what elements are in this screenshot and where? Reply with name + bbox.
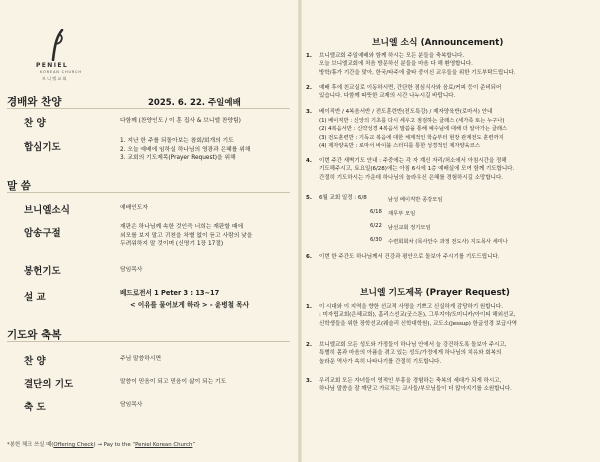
schedule-event: 수련회회차 (목사안수 과정 전도사) 지도목사 세미나	[388, 239, 509, 245]
sermon-title: < 이유를 물어보게 하라 > - 윤병철 목사	[130, 301, 250, 309]
decision-prayer-label: 결단의 기도	[24, 379, 74, 390]
memory-verse-text	[120, 223, 252, 249]
announcement-title: 브니엘 소식 (Announcement)	[372, 38, 504, 48]
verse-line: 외모를 보지 말고 귀천을 차별 없이 듣고 사람의 낯을	[120, 232, 253, 239]
benediction-label: 축 도	[24, 402, 46, 413]
closing-praise-label: 찬 양	[24, 356, 46, 367]
prayer-line: 2. 오늘 예배에 임하실 하나님의 영광과 은혜를 위해	[120, 146, 251, 153]
church-name-korean: 브 니 엘 교 회	[42, 76, 67, 81]
church-news-label: 브니엘소식	[24, 205, 70, 216]
unison-prayer-list	[120, 137, 250, 163]
schedule-date: 6/30	[370, 237, 382, 243]
schedule-event: 남성 베이직반 종강모임	[388, 197, 443, 203]
schedule-date: 6/18	[370, 209, 382, 215]
offering-check-note: *봉헌 체크 쓰실 때(Offering Check) → Pay to the “Peniel Korean Church”	[7, 442, 196, 448]
prayer-line: 1. 지난 한 주를 되돌아보는 참회/회개의 기도	[120, 138, 234, 144]
worship-order-panel	[0, 0, 298, 462]
decision-prayer-value: 말씀이 믿음이 되고 믿음이 삶이 되는 기도	[120, 379, 227, 385]
section-divider	[7, 341, 290, 342]
word-section-title: 말 씀	[7, 180, 31, 192]
unison-prayer-label: 합심기도	[24, 142, 61, 153]
praise-label: 찬 양	[24, 118, 46, 129]
memory-verse-label: 암송구절	[24, 228, 61, 239]
schedule-date: 6/22	[370, 223, 382, 229]
schedule-event: 재무부 모임	[388, 211, 416, 217]
section-divider	[7, 108, 290, 109]
church-logo-icon	[49, 29, 65, 61]
announcements-panel: 브니엘 소식 (Announcement) 1. 브니엘교회 주일예배와 함께 하시는 모든 분들을 축복합니다. 오늘 브니엘교회에 처음 방문하신 분들을 마음 다 해 환영합니다. 방학/휴가 기간을 맞아, 한국/타주에 출타 중이신 교우들을 위한 기도부탁드립니다. 2. 예배 후에 친교실로 이동하시면, 간단한 점심식사와 음료/커피 등이 준비되어 있습니다. 다함께 따뜻한 교제의 시간 나누시길 바랍니다. 3. 베이직반 / 4복음서반 / 전도훈련반(전도특강) / 제자양육반(로마서) 안내 (1) 베이직반 : 신앙의 기초를 다시 세우고 점검하는 클래스 (세가족 또는 누구나) (2) 4복음서반 : 신약성경 4복음서 말씀을 통해 예수님에 대해 더 알아가는 클래스 (3) 전도훈련반 : 기독교 복음에 대한 체계적인 학습부터 현장 관계전도 훈련까지 (4) 제자양육반 : 로마서 바이블 스터디를 통한 성경적인 제자양육코스 4. 이번 주간 새벽기도 안내 : 주중에는 각 자 계신 자리/처소에서 아침시간을 정해 기도해주시고, 토요일(6/28)에는 아침 6시에 1층 예배실에 모여 함께 기도합니다. 간절히 기도하시는 가운데 하나님의 놀라우신 은혜를 경험하시길 소망합니다. 5. 6월 교회 일정 : 6/8 남성 베이직반 종강모임 6/18 재무부 모임 6/22 남선교회 정기모임 6/30 수련회회차 (목사안수 과정 전도사) 지도목사 세미나 6. 이번 한 주간도 하나님께서 건강과 평안으로 돌보아 주시기를 기도드립니다. 브니엘 기도제목 (Prayer Request) 1. 이 시대와 이 지역을 향한 선교적 사명을 기쁘고 신실하게 감당하기 원합니다. : 미자립교회(은혜교회), 홈리스선교(굿스톤), 그루지야/도미니카/아이티 해외선교, 신학생들을 위한 장학선교(웨슬리 신학대학원), 교도소(Jessup) 한글성경 보급사역 2. 브니엘교회 모든 성도와 가정들이 하나님 안에서 늘 강건하도록 돌보아 주시고, 특별히 몸과 마음의 아픔을 겪고 있는 성도/가정에게 하나님의 치유와 회복의 놀라운 역사가 속히 나타나기를 간절히 기도합니다. 3. 우리교회 모든 자녀들이 영적인 부흥을 경험하는 축복의 세대가 되게 하시고, 하나님 말씀을 잘 깨닫고 가르치는 교사들/부모님들이 더 많아지기를 소원합니다.	[302, 0, 600, 462]
praise-value: 다함께 (찬양인도 / 이 훈 집사 & 브니엘 찬양팀)	[120, 118, 241, 124]
service-date: 2025. 6. 22. 주일예배	[148, 98, 241, 108]
sermon-label: 설 교	[24, 292, 46, 303]
prayer-request-title: 브니엘 기도제목 (Prayer Request)	[360, 288, 510, 298]
verse-line: 재판은 하나님께 속한 것인즉 너희는 재판할 때에	[120, 224, 244, 230]
offering-prayer-label: 봉헌기도	[24, 266, 61, 277]
closing-praise-value: 주님 말씀하시면	[120, 356, 162, 362]
class-list: (1) 베이직반 : 신앙의 기초를 다시 세우고 점검하는 클래스 (세가족 또는 누구나) (2) 4복음서반 : 신약성경 4복음서 말씀을 통해 예수님에 대해 더 알아가는 클래스 (3) 전도훈련반 : 기독교 복음에 대한 체계적인 학습부터 현장 관계전도 훈련까지 (4) 제자양육반 : 로마서 바이블 스터디를 통한 성경적인 제자양육코스	[319, 118, 508, 150]
benediction-value: 담임목사	[120, 402, 143, 408]
prayer-blessing-section-title: 기도와 축복	[7, 329, 62, 341]
worship-section-title: 경배와 찬양	[7, 96, 62, 108]
sermon-scripture: 베드로전서 1 Peter 3 : 13~17	[120, 289, 220, 297]
verse-line: 두려워하지 말 것이며 (신명기 1장 17절)	[120, 241, 224, 248]
offering-prayer-value: 담임목사	[120, 267, 143, 273]
schedule-event: 남선교회 정기모임	[388, 225, 431, 231]
church-name-english: KOREAN CHURCH	[40, 70, 82, 74]
section-divider	[7, 192, 290, 193]
prayer-line: 3. 교회의 기도제목(Prayer Request)을 위해	[120, 155, 236, 162]
church-news-value: 예배인도자	[120, 205, 148, 211]
church-name: PENIEL	[36, 62, 69, 69]
